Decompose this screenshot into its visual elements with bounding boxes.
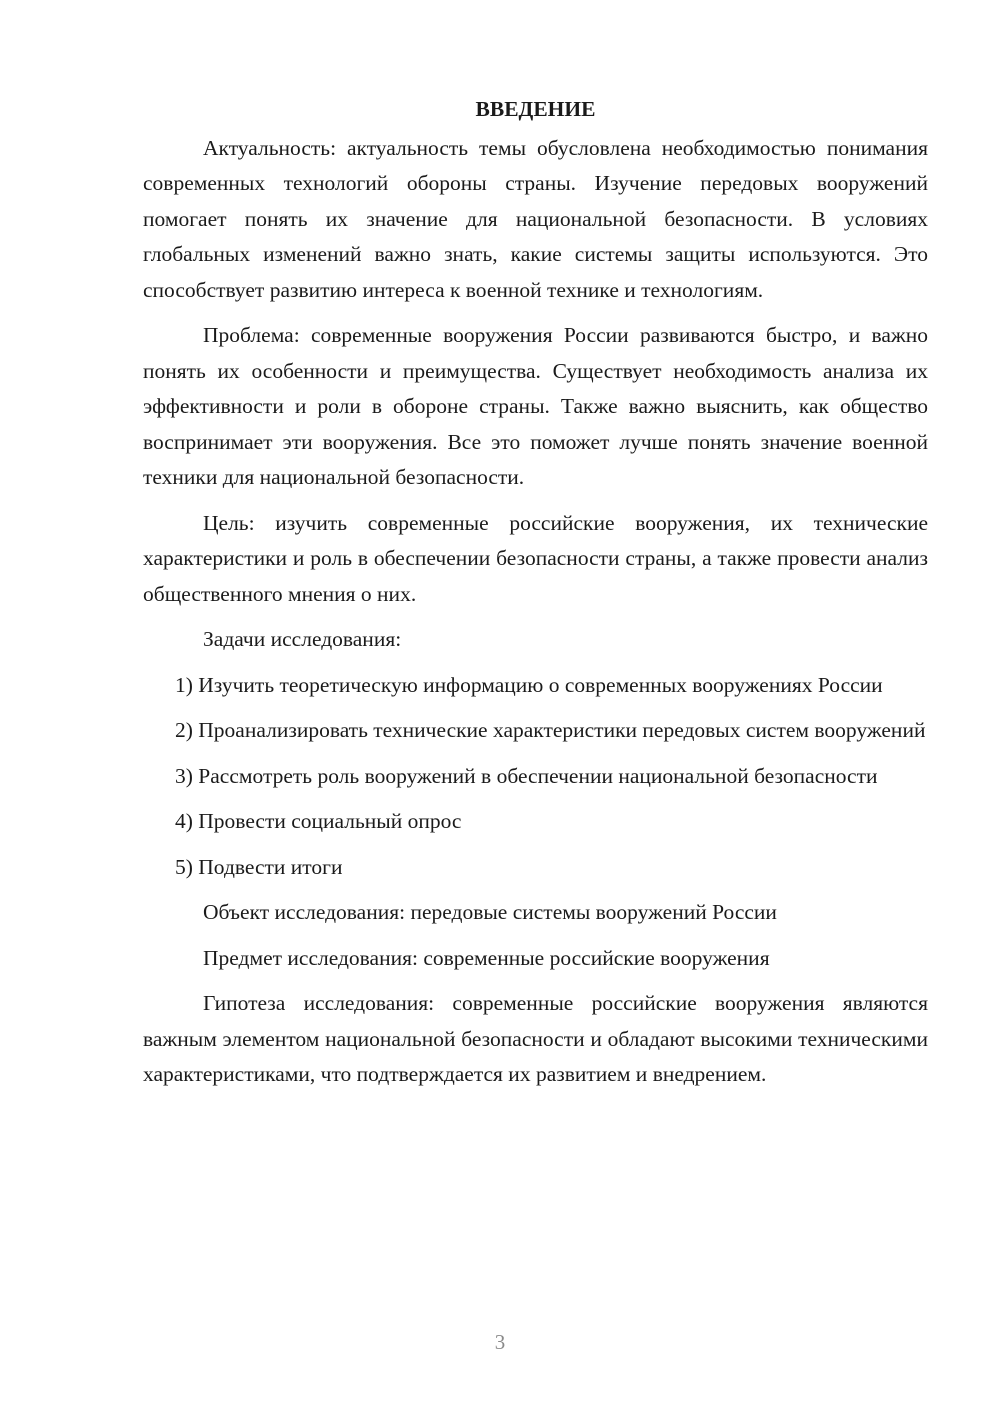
task-item-1: 1) Изучить теоретическую информацию о современных вооружениях России (175, 672, 883, 697)
subject-paragraph: Предмет исследования: современные российские вооружения (203, 945, 770, 970)
relevance-paragraph: Актуальность: актуальность темы обусловлена необходимостью понимания современных технологий обороны страны. Изучение передовых вооружений помогает понять их значение для национальной безопасности. В условиях глобальных изменений важно знать, какие системы защиты используются. Это способствует развитию интереса к военной технике и технологиям. (143, 135, 928, 302)
task-item-5: 5) Подвести итоги (175, 854, 343, 879)
page-title: ВВЕДЕНИЕ (475, 97, 596, 121)
tasks-heading: Задачи исследования: (203, 627, 402, 651)
document-page (143, 92, 928, 1103)
hypothesis-paragraph: Гипотеза исследования: современные российские вооружения являются важным элементом национальной безопасности и обладают высокими техническими характеристиками, что подтверждается их развитием и внедрением. (143, 991, 928, 1086)
page-number: 3 (494, 1330, 506, 1354)
object-paragraph: Объект исследования: передовые системы вооружений России (203, 900, 777, 924)
task-item-2: 2) Проанализировать технические характеристики передовых систем вооружений (175, 718, 926, 742)
problem-paragraph: Проблема: современные вооружения России развиваются быстро, и важно понять их особенности и преимущества. Существует необходимость анализа их эффективности и роли в обороне страны. Также важно выяснить, как общество воспринимает эти вооружения. Все это поможет лучше понять значение военной техники для национальной безопасности. (143, 323, 928, 489)
task-item-4: 4) Провести социальный опрос (175, 809, 462, 833)
goal-paragraph: Цель: изучить современные российские вооружения, их технические характеристики и роль в обеспечении безопасности страны, а также провести анализ общественного мнения о них. (143, 510, 928, 606)
task-item-3: 3) Рассмотреть роль вооружений в обеспечении национальной безопасности (175, 763, 878, 788)
